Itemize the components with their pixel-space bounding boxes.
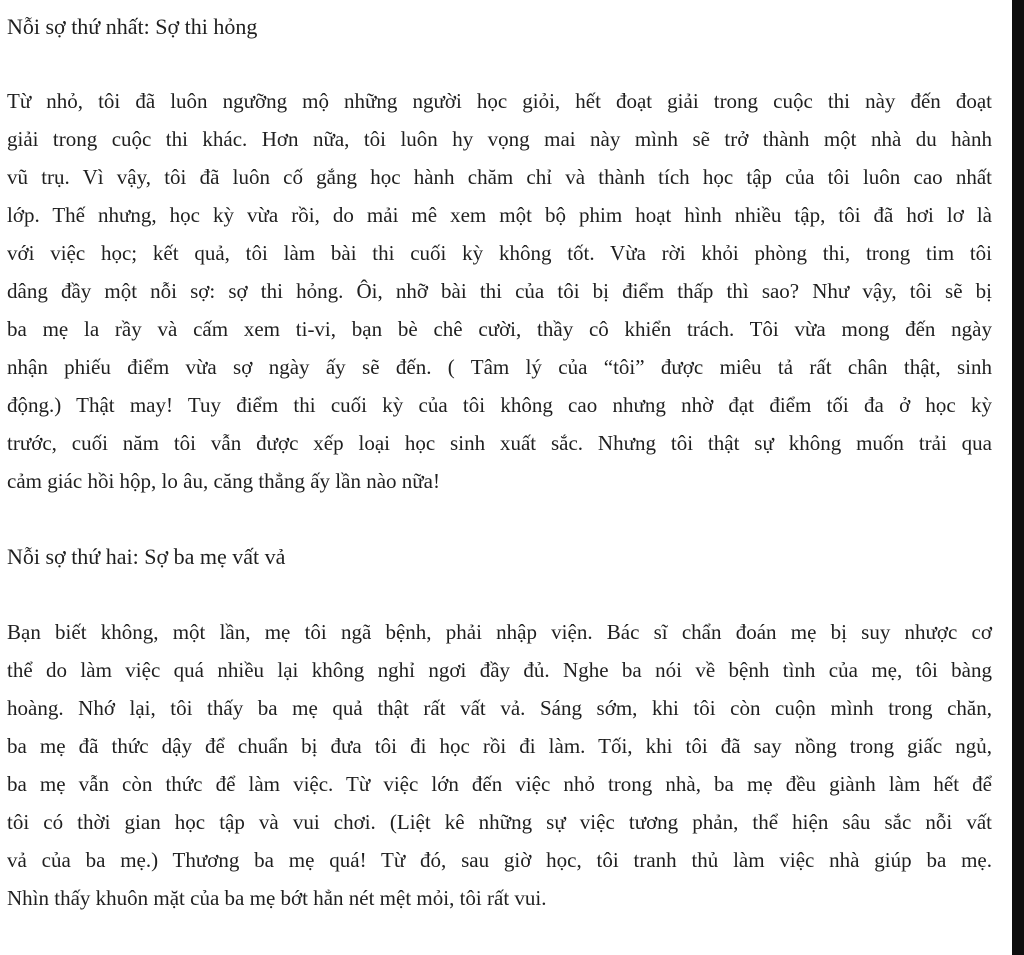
section-heading-second-fear: Nỗi sợ thứ hai: Sợ ba mẹ vất vả — [7, 544, 286, 569]
paragraph-line: hoàng. Nhớ lại, tôi thấy ba mẹ quả thật rất vất vả. Sáng sớm, khi tôi còn cuộn mình trong chăn, — [7, 696, 992, 720]
paragraph-line: nhận phiếu điểm vừa sợ ngày ấy sẽ đến. ( Tâm lý của “tôi” được miêu tả rất chân thật, sinh — [7, 355, 992, 379]
paragraph-second-fear — [7, 613, 992, 917]
document-content — [7, 8, 992, 917]
section-heading-first-fear: Nỗi sợ thứ nhất: Sợ thi hỏng — [7, 14, 258, 39]
paragraph-line: trước, cuối năm tôi vẫn được xếp loại học sinh xuất sắc. Nhưng tôi thật sự không muốn trải qua — [7, 431, 992, 455]
section-spacer — [7, 576, 992, 613]
paragraph-line: dâng đầy một nỗi sợ: sợ thi hỏng. Ôi, nhỡ bài thi của tôi bị điểm thấp thì sao? Như vậy, tôi sẽ bị — [7, 279, 992, 303]
section-spacer — [7, 500, 992, 538]
paragraph-line: thể do làm việc quá nhiều lại không nghỉ ngơi đầy đủ. Nghe ba nói về bệnh tình của mẹ, tôi bàng — [7, 658, 992, 682]
section-spacer — [7, 46, 992, 82]
paragraph-line: giải trong cuộc thi khác. Hơn nữa, tôi luôn hy vọng mai này mình sẽ trở thành một nhà du hành — [7, 127, 992, 151]
paragraph-line: với việc học; kết quả, tôi làm bài thi cuối kỳ không tốt. Vừa rời khỏi phòng thi, trong tim tôi — [7, 241, 992, 265]
window-edge — [1012, 0, 1024, 955]
paragraph-line: Từ nhỏ, tôi đã luôn ngưỡng mộ những người học giỏi, hết đoạt giải trong cuộc thi này đến đoạt — [7, 89, 992, 113]
paragraph-first-fear — [7, 82, 992, 500]
paragraph-line: tôi có thời gian học tập và vui chơi. (Liệt kê những sự việc tương phản, thể hiện sâu sắc nỗi vất — [7, 810, 992, 834]
paragraph-line: động.) Thật may! Tuy điểm thi cuối kỳ của tôi không cao nhưng nhờ đạt điểm tối đa ở học kỳ — [7, 393, 992, 417]
paragraph-line: ba mẹ vẫn còn thức để làm việc. Từ việc lớn đến việc nhỏ trong nhà, ba mẹ đều giành làm hết để — [7, 772, 992, 796]
paragraph-line: ba mẹ la rầy và cấm xem ti-vi, bạn bè chê cười, thầy cô khiển trách. Tôi vừa mong đến ngày — [7, 317, 992, 341]
paragraph-line: lớp. Thế nhưng, học kỳ vừa rồi, do mải mê xem một bộ phim hoạt hình nhiều tập, tôi đã hơi lơ là — [7, 203, 992, 227]
paragraph-line: Nhìn thấy khuôn mặt của ba mẹ bớt hẳn nét mệt mỏi, tôi rất vui. — [7, 886, 547, 910]
paragraph-line: ba mẹ đã thức dậy để chuẩn bị đưa tôi đi học rồi đi làm. Tối, khi tôi đã say nồng trong giấc ngủ, — [7, 734, 992, 758]
paragraph-line: cảm giác hồi hộp, lo âu, căng thẳng ấy lần nào nữa! — [7, 469, 440, 493]
paragraph-line: Bạn biết không, một lần, mẹ tôi ngã bệnh, phải nhập viện. Bác sĩ chẩn đoán mẹ bị suy nhược cơ — [7, 620, 992, 644]
paragraph-line: vả của ba mẹ.) Thương ba mẹ quá! Từ đó, sau giờ học, tôi tranh thủ làm việc nhà giúp ba mẹ. — [7, 848, 992, 872]
paragraph-line: vũ trụ. Vì vậy, tôi đã luôn cố gắng học hành chăm chỉ và thành tích học tập của tôi luôn cao nhất — [7, 165, 992, 189]
